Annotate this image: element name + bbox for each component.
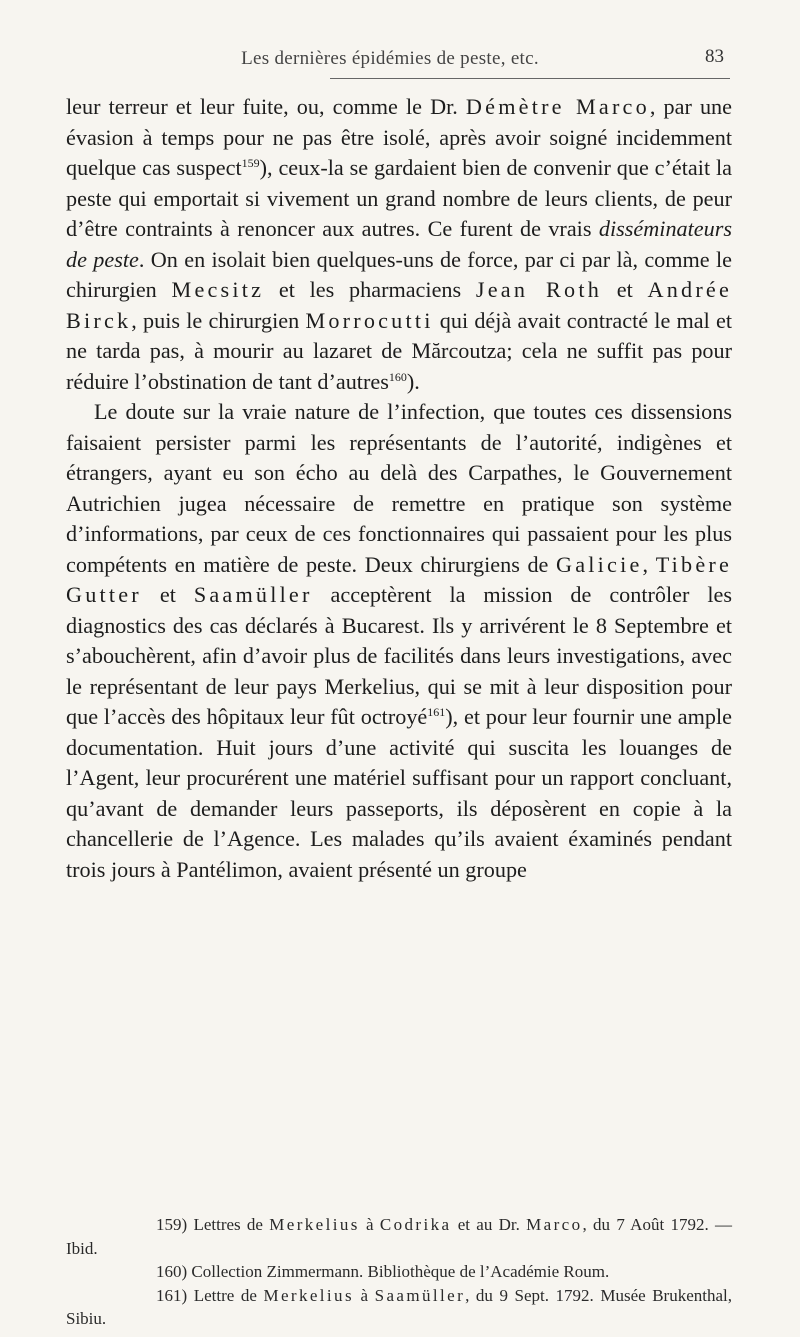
spaced-name: Andrée Birck [66, 277, 733, 333]
spaced-name: Jean Roth [475, 277, 603, 302]
spaced-name: Morrocutti [305, 307, 434, 333]
footnote-161: 161) Lettre de Merkelius à Saamüller, du 9 Sept. 1792. Musée Brukenthal, Sibiu. [66, 1285, 732, 1328]
header-rule [330, 78, 730, 79]
main-text [66, 92, 732, 885]
running-title: Les dernières épidémies de peste, etc. [241, 48, 539, 69]
spaced-name: Saamüller [193, 582, 313, 607]
paragraph-2: Le doute sur la vraie nature de l’infection, que toutes ces dissensions faisaient persister parmi les représentants de l’autorité, indigènes et étrangers, ayant eu son écho au delà des Carpathes, le Gouvernement Autrichien jugea nécessaire de remettre en pratique son système d’informations, par ceux de ces fonctionnaires qui passaient pour les plus compétents en matière de peste. Deux chirurgiens de Galicie, Tibère Gutter et Saamüller acceptèrent la mission de contrôler les diagnostics des cas déclarés à Bucarest. Ils y arrivérent le 8 Septembre et s’abouchèrent, afin d’avoir plus de facilités dans leurs investigations, avec le représentant de leur pays Merkelius, qui se mit à leur disposition pour que l’accès des hôpitaux leur fût octroyé$^{161}$), et pour leur fournir une ample documentation. Huit jours d’une activité qui suscita les louanges de l’Agent, leur procurérent une matériel suffisant pour un rapport concluant, qu’avant de demander leurs passeports, ils déposèrent en copie à la chancellerie de l’Agence. Les malades qu’ils avaient éxaminés pendant trois jours à Pantélimon, avaient présenté un groupe [66, 399, 733, 882]
footnote-160: 160) Collection Zimmermann. Bibliothèque de l’Académie Roum. [156, 1262, 610, 1281]
footnote-ref-161: 161 [427, 705, 446, 719]
spaced-name: Mecsitz [171, 277, 265, 302]
page-number: 83 [705, 46, 724, 67]
spaced-name: Galicie [556, 551, 643, 577]
footnote-159: 159) Lettres de Merkelius à Codrika et au Dr. Marco, du 7 Août 1792. — Ibid. [66, 1215, 732, 1258]
italic-phrase: disséminateurs de peste [66, 216, 732, 272]
footnote-ref-160: 160 [388, 369, 407, 384]
footnote-ref-159: 159 [241, 156, 260, 170]
paragraph-1: leur terreur et leur fuite, ou, comme le Dr. Démètre Marco, par une évasion à temps pour ne pas être isolé, après avoir soigné incidemment quelque cas suspect$^{159}$), ceux-la se gardaient bien de convenir que c’était la peste qui emportait si vivement un grand nombre de leurs clients, de peur d’être contraints à renoncer aux autres. Ce furent de vrais disséminateurs de peste. On en isolait bien quelques-uns de force, par ci par là, comme le chirurgien Mecsitz et les pharmaciens Jean Roth et Andrée Birck, puis le chirurgien Morrocutti qui déjà avait contracté le mal et ne tarda pas, à mourir au lazaret de Mărcoutza; cela ne suffit pas pour réduire l’obstination de tant d’autres$^{160}$). [66, 94, 733, 394]
spaced-name: Démètre Marco [465, 94, 650, 119]
footnotes [66, 1213, 732, 1331]
spaced-name: Tibère Gutter [66, 551, 733, 607]
